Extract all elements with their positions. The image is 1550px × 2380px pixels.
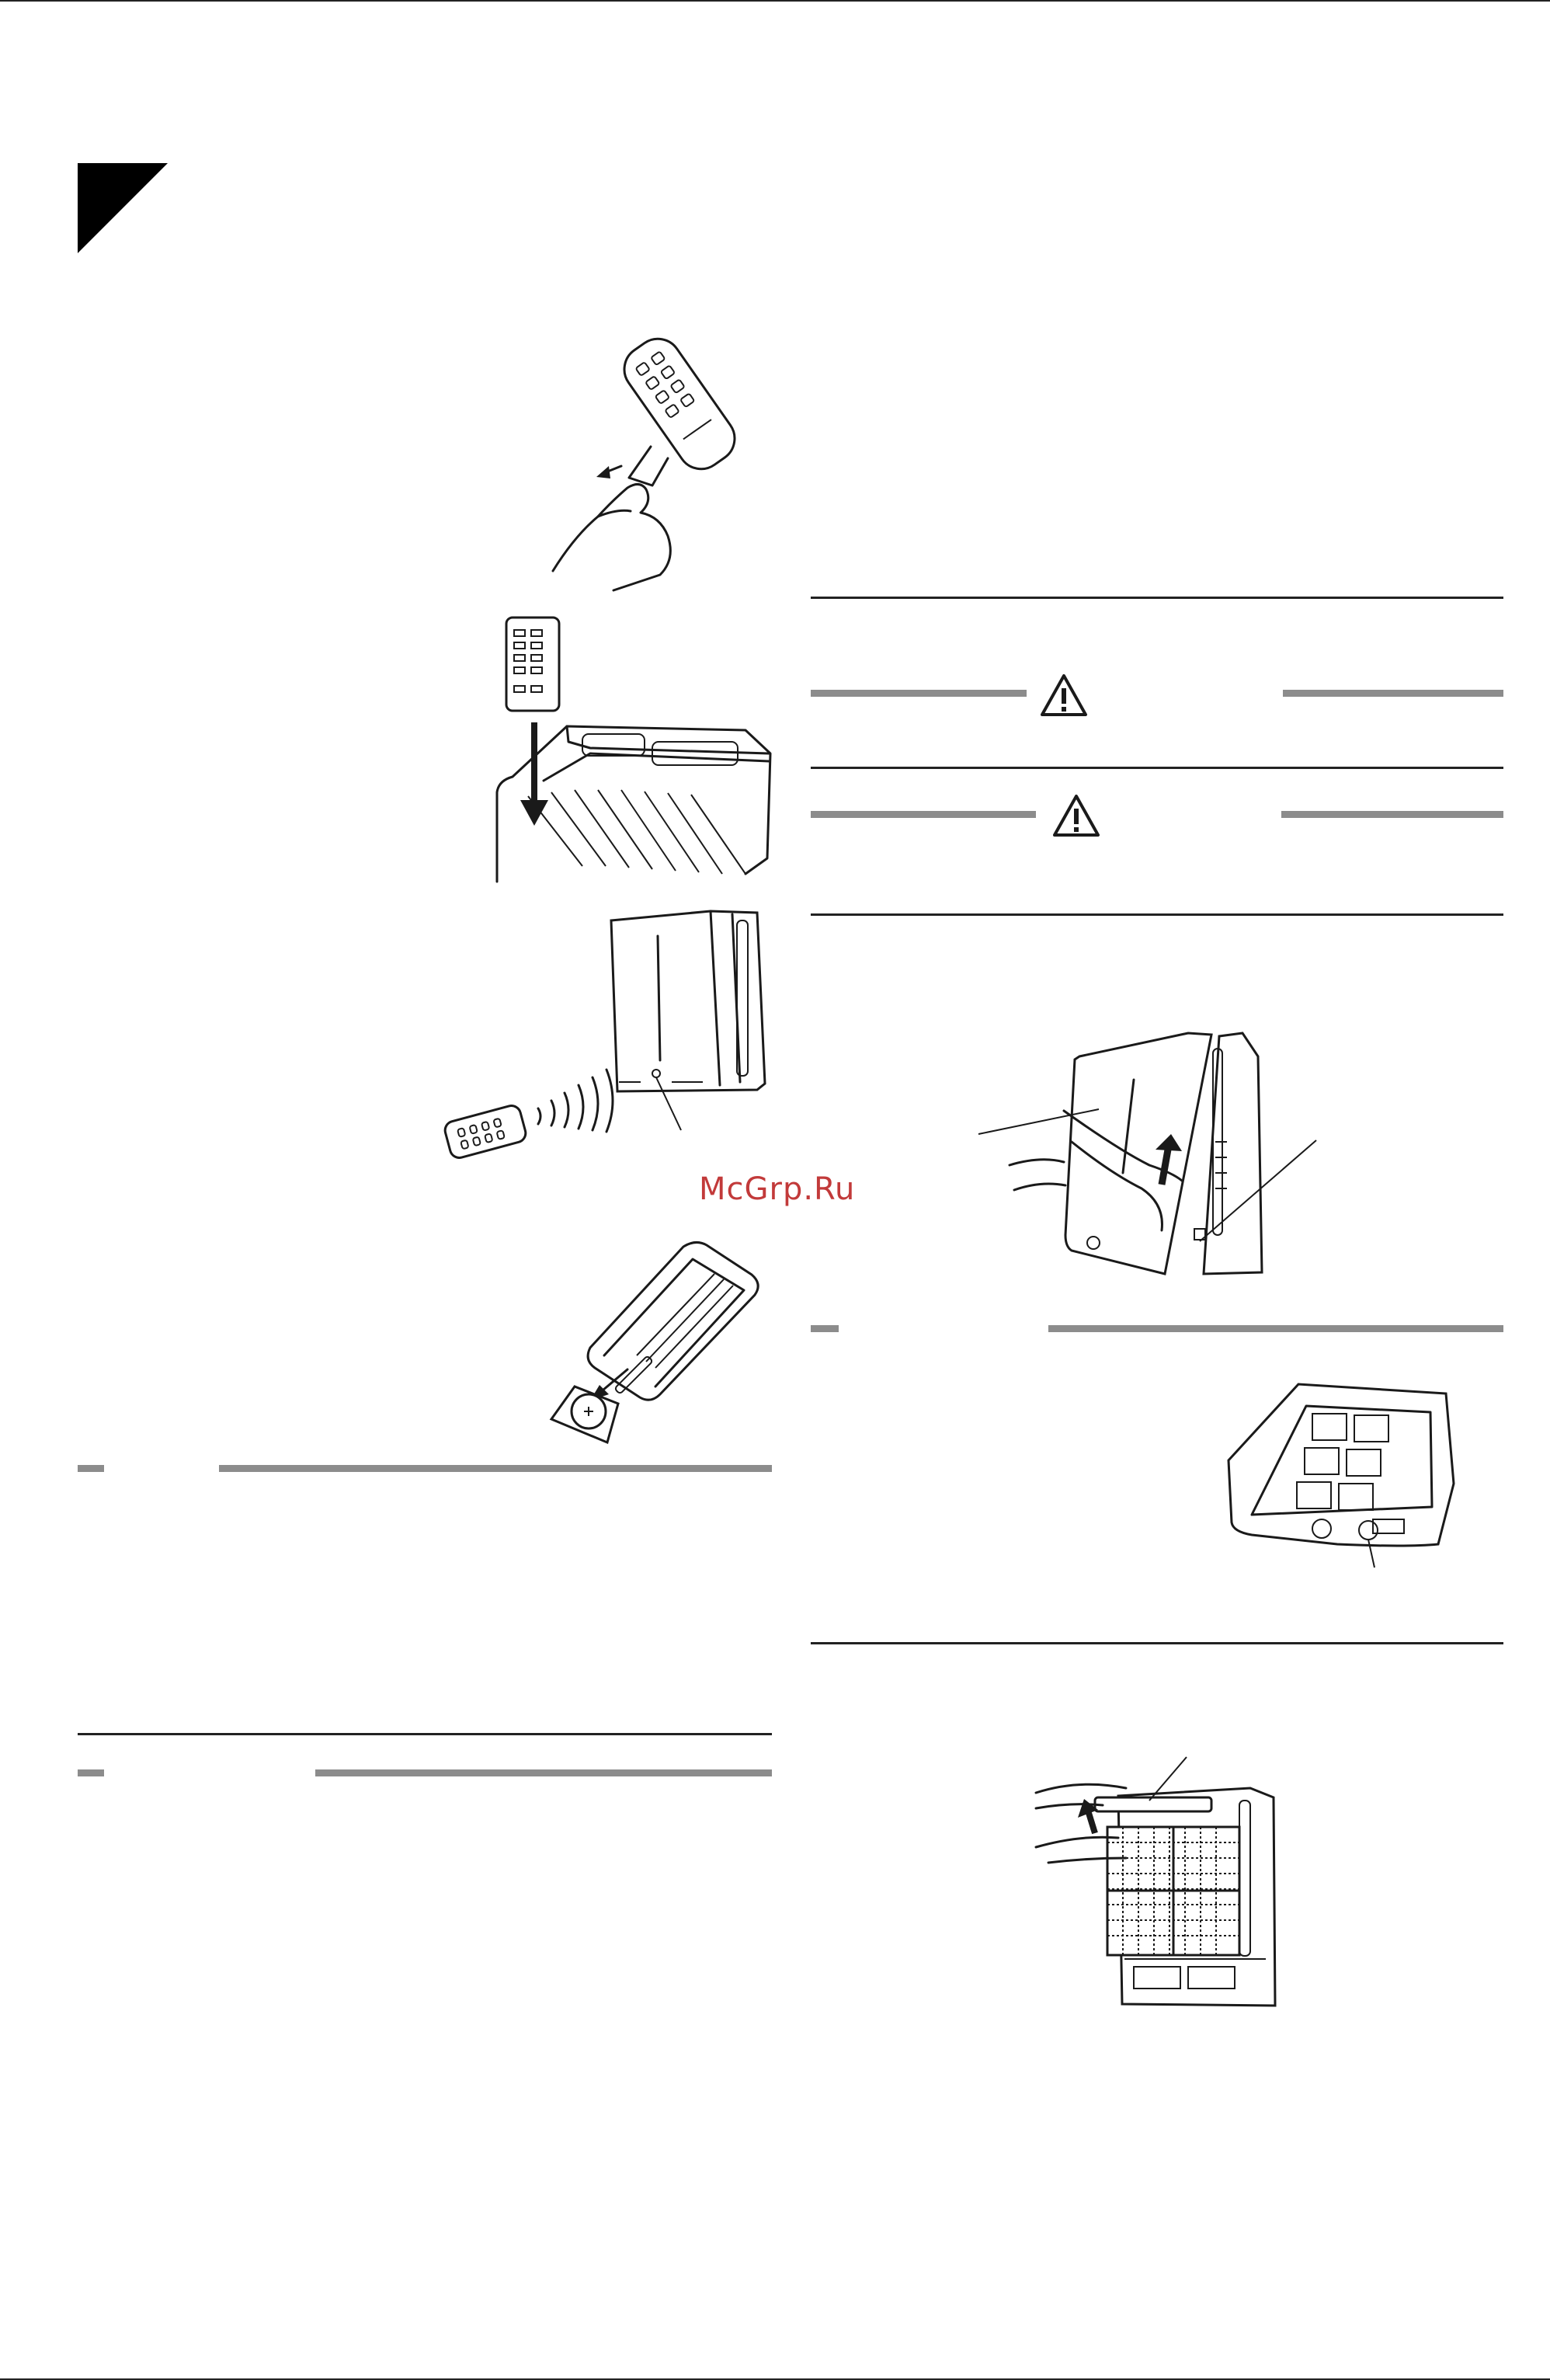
left-section-rule-c [78, 1769, 104, 1776]
right-section-rule-a [811, 1325, 839, 1332]
right-divider-3 [811, 913, 1503, 916]
warning-rule-right-2 [1281, 811, 1503, 818]
left-divider [78, 1733, 772, 1735]
panel-back-illustration [1221, 1383, 1469, 1569]
top-page-rule [0, 0, 1550, 2]
battery-replacement-illustration [544, 1239, 784, 1449]
right-section-rule-b [1048, 1325, 1503, 1332]
warning-triangle-icon [1039, 673, 1089, 718]
remote-storage-illustration [497, 618, 784, 882]
warning-rule-right-1 [1283, 690, 1503, 697]
remote-operation-illustration [439, 905, 796, 1169]
warning-rule-left-1 [811, 690, 1027, 697]
filter-removal-illustration [1033, 1757, 1281, 2021]
remote-pull-tab-illustration [544, 350, 792, 590]
left-section-rule-b [219, 1465, 772, 1472]
front-panel-removal-illustration [978, 1025, 1367, 1274]
right-divider-2 [811, 767, 1503, 769]
left-section-rule-a [78, 1465, 104, 1472]
right-divider-1 [811, 597, 1503, 599]
warning-triangle-icon [1051, 793, 1101, 838]
right-divider-4 [811, 1642, 1503, 1644]
warning-rule-left-2 [811, 811, 1036, 818]
section-corner-mark [78, 163, 171, 256]
watermark-text: McGrp.Ru [699, 1171, 856, 1207]
left-section-rule-d [315, 1769, 772, 1776]
